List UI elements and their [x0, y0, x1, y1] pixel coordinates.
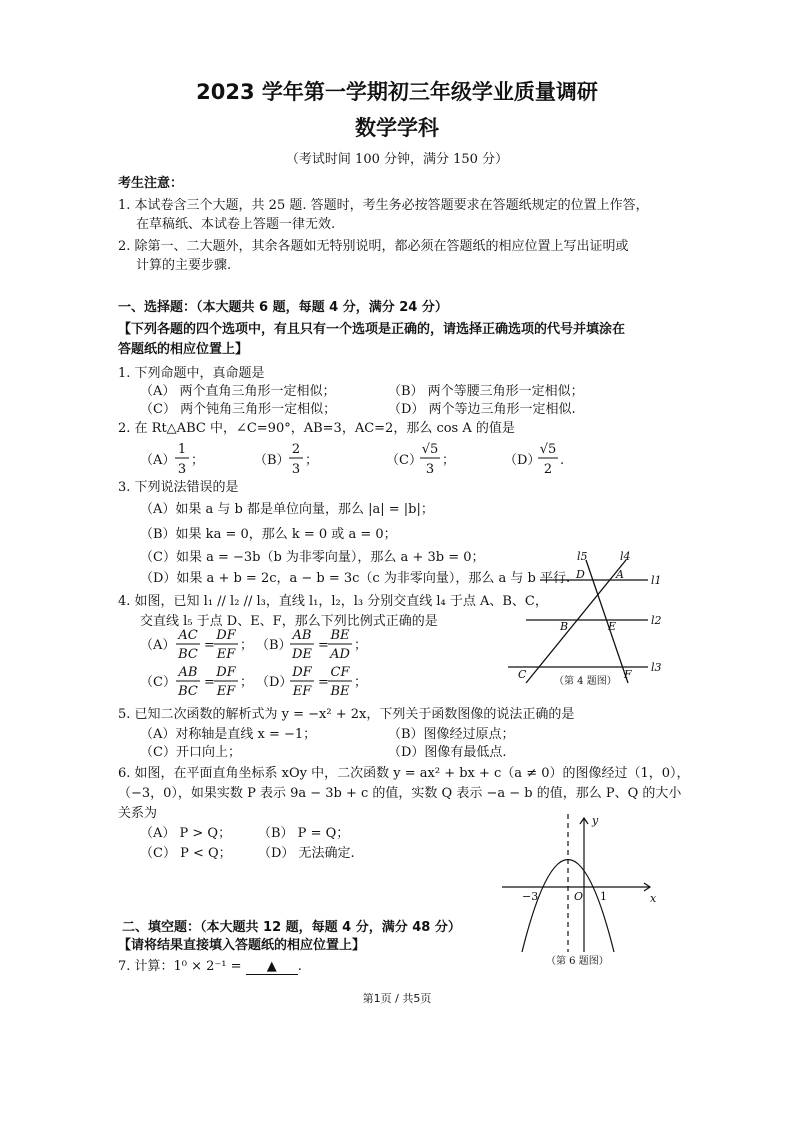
- q4-option-b-label: （B）: [256, 638, 292, 653]
- q4-option-b-frac2-num: BE: [330, 628, 350, 643]
- q7-answer-blank: ▲: [246, 959, 298, 975]
- q5-option-b: （B）图像经过原点；: [388, 727, 515, 742]
- q4-label-B: B: [560, 620, 569, 633]
- q3-option-c: （C）如果 a = −3b（b 为非零向量），那么 a + 3b = 0；: [140, 550, 485, 565]
- q4-option-a-frac1-num: AC: [178, 628, 198, 643]
- notice-item-2: 2. 除第一、二大题外，其余各题如无特别说明，都必须在答题纸的相应位置上写出证明或: [118, 239, 629, 254]
- q5-option-d: （D）图像有最低点.: [388, 745, 507, 760]
- q4-option-d-sep: ；: [354, 675, 368, 690]
- q6-label-one: 1: [600, 890, 607, 903]
- q6-option-a: （A） P > Q；: [140, 826, 232, 841]
- q2-option-b-den: 3: [291, 462, 301, 477]
- q2-option-a-sep: ；: [191, 453, 205, 468]
- section1-instruction-2: 答题纸的相应位置上】: [118, 342, 249, 357]
- q2-option-c-label: （C）: [386, 453, 422, 468]
- notice-item-1-cont: 在草稿纸、本试卷上答题一律无效.: [136, 217, 336, 232]
- q4-option-a-sep: ；: [240, 638, 254, 653]
- q6-option-c: （C） P < Q；: [140, 846, 232, 861]
- q4-label-A: A: [616, 568, 624, 581]
- q4-label-l2: l2: [651, 614, 662, 627]
- q2-option-d-num: √5: [539, 442, 557, 457]
- section2-heading: 二、填空题：（本大题共 12 题，每题 4 分，满分 48 分）: [122, 920, 461, 935]
- q2-option-a-den: 3: [177, 462, 187, 477]
- q4-option-c-frac2-num: DF: [216, 665, 236, 680]
- q4-option-a-label: （A）: [140, 638, 176, 653]
- section2-instruction: 【请将结果直接填入答题纸的相应位置上】: [118, 938, 366, 953]
- q1-option-d: （D） 两个等边三角形一定相似.: [388, 402, 576, 417]
- q3-option-b: （B）如果 ka = 0，那么 k = 0 或 a = 0；: [140, 527, 397, 542]
- notice-heading: 考生注意：: [118, 176, 184, 191]
- exam-info: （考试时间 100 分钟，满分 150 分）: [285, 152, 509, 167]
- q7-end: .: [297, 959, 302, 974]
- q7: [118, 955, 302, 975]
- q2-option-d-label: （D）: [504, 453, 541, 468]
- q1-stem: 1. 下列命题中，真命题是: [118, 366, 265, 381]
- q6-figure-caption: （第 6 题图）: [546, 956, 609, 967]
- q1-option-c: （C） 两个钝角三角形一定相似；: [140, 402, 337, 417]
- q4-line-2: 交直线 l₅ 于点 D、E、F，那么下列比例式正确的是: [140, 614, 438, 629]
- q2-option-b-sep: ；: [305, 453, 319, 468]
- q6-label-neg3: −3: [522, 890, 539, 903]
- q4-option-d-frac2-den: BE: [330, 684, 350, 696]
- q3-option-d: （D）如果 a + b = 2c，a − b = 3c（c 为非零向量），那么 a 与 b 平行.: [140, 571, 571, 586]
- q2-option-a-label: （A）: [140, 453, 176, 468]
- exam-title: 2023 学年第一学期初三年级学业质量调研: [196, 80, 598, 104]
- q4-option-d-frac1-den: EF: [292, 684, 312, 696]
- q4-option-a-frac2-num: DF: [216, 628, 236, 643]
- q5-option-a: （A）对称轴是直线 x = −1；: [140, 727, 317, 742]
- q7-stem: 7. 计算：1⁰ × 2⁻¹ =: [118, 959, 242, 974]
- q4-option-a-frac2-den: EF: [216, 647, 236, 662]
- q4-label-l1: l1: [651, 574, 662, 587]
- q5-option-c: （C）开口向上；: [140, 745, 241, 760]
- q4-label-l3: l3: [651, 661, 662, 674]
- q4-option-a-frac1-den: BC: [178, 647, 198, 662]
- q4-option-a-eq: =: [204, 638, 215, 653]
- q1-option-a: （A） 两个直角三角形一定相似；: [140, 384, 336, 399]
- q2-option-b-label: （B）: [254, 453, 290, 468]
- q2-stem: 2. 在 Rt△ABC 中，∠C=90°，AB=3，AC=2，那么 cos A 的值是: [118, 421, 515, 436]
- q4-label-F: F: [624, 668, 632, 681]
- notice-item-2-cont: 计算的主要步骤.: [136, 258, 232, 273]
- q4-option-c-eq: =: [204, 675, 215, 690]
- q6-label-y: y: [592, 814, 599, 827]
- q4-label-C: C: [518, 668, 527, 681]
- q4-option-d-frac2-num: CF: [330, 665, 350, 680]
- q4-label-D: D: [576, 568, 585, 581]
- q4-figure-caption: （第 4 题图）: [554, 676, 617, 687]
- q4-line-1: 4. 如图，已知 l₁ // l₂ // l₃，直线 l₁，l₂，l₃ 分别交直线 l₄ 于点 A、B、C，: [118, 594, 548, 609]
- q4-option-c-frac1-num: AB: [178, 665, 198, 680]
- section1-instruction-1: 【下列各题的四个选项中，有且只有一个选项是正确的，请选择正确选项的代号并填涂在: [118, 322, 626, 337]
- q4-option-b-frac2-den: AD: [330, 647, 350, 662]
- q6-option-d: （D） 无法确定.: [258, 846, 355, 861]
- q4-option-b-frac1-den: DE: [292, 647, 312, 662]
- q4-option-c-label: （C）: [140, 675, 176, 690]
- q4-option-d-label: （D）: [256, 675, 293, 690]
- page-footer: 第1页 / 共5页: [362, 992, 432, 1005]
- subject-title: 数学学科: [355, 116, 439, 140]
- q3-option-a: （A）如果 a 与 b 都是单位向量，那么 |a| = |b|；: [140, 502, 434, 517]
- q5-stem: 5. 已知二次函数的解析式为 y = −x² + 2x，下列关于函数图像的说法正确的是: [118, 707, 575, 722]
- q2-option-d-den: 2: [543, 462, 553, 477]
- q4-figure: [500, 550, 675, 695]
- q4-option-c-frac1-den: BC: [178, 684, 198, 696]
- q4-option-b-eq: =: [318, 638, 329, 653]
- q4-option-b-frac1-num: AB: [292, 628, 312, 643]
- q2-option-a-num: 1: [177, 442, 187, 457]
- q4-option-b-sep: ；: [354, 638, 368, 653]
- q3-stem: 3. 下列说法错误的是: [118, 480, 239, 495]
- notice-item-1: 1. 本试卷含三个大题，共 25 题. 答题时，考生务必按答题要求在答题纸规定的位置上作答，: [118, 198, 649, 213]
- q6-label-x: x: [650, 892, 657, 905]
- q1-option-b: （B） 两个等腰三角形一定相似；: [388, 384, 584, 399]
- q4-label-E: E: [608, 620, 617, 633]
- q2-option-d-end: .: [560, 453, 565, 468]
- q4-option-d-frac1-num: DF: [292, 665, 312, 680]
- q4-option-d-eq: =: [318, 675, 329, 690]
- q2-option-c-den: 3: [425, 462, 435, 477]
- q4-options: [136, 626, 476, 696]
- q4-option-c-frac2-den: EF: [216, 684, 236, 696]
- q6-line-1: 6. 如图，在平面直角坐标系 xOy 中，二次函数 y = ax² + bx + c（a ≠ 0）的图像经过（1，0），: [118, 766, 690, 781]
- q4-label-l4: l4: [620, 550, 631, 563]
- q2-option-c-num: √5: [421, 442, 439, 457]
- section1-heading: 一、选择题：（本大题共 6 题，每题 4 分，满分 24 分）: [118, 300, 448, 315]
- q6-label-origin: O: [574, 890, 584, 903]
- q6-line-3: 关系为: [118, 806, 158, 821]
- q4-option-c-sep: ；: [240, 675, 254, 690]
- q6-figure: [492, 812, 662, 972]
- q2-option-b-num: 2: [291, 442, 301, 457]
- q6-option-b: （B） P = Q；: [258, 826, 350, 841]
- q2-option-c-sep: ；: [442, 453, 456, 468]
- q6-line-2: （−3，0），如果实数 P 表示 9a − 3b + c 的值，实数 Q 表示 −a − b 的值，那么 P、Q 的大小: [118, 786, 682, 801]
- q4-label-l5: l5: [577, 550, 588, 563]
